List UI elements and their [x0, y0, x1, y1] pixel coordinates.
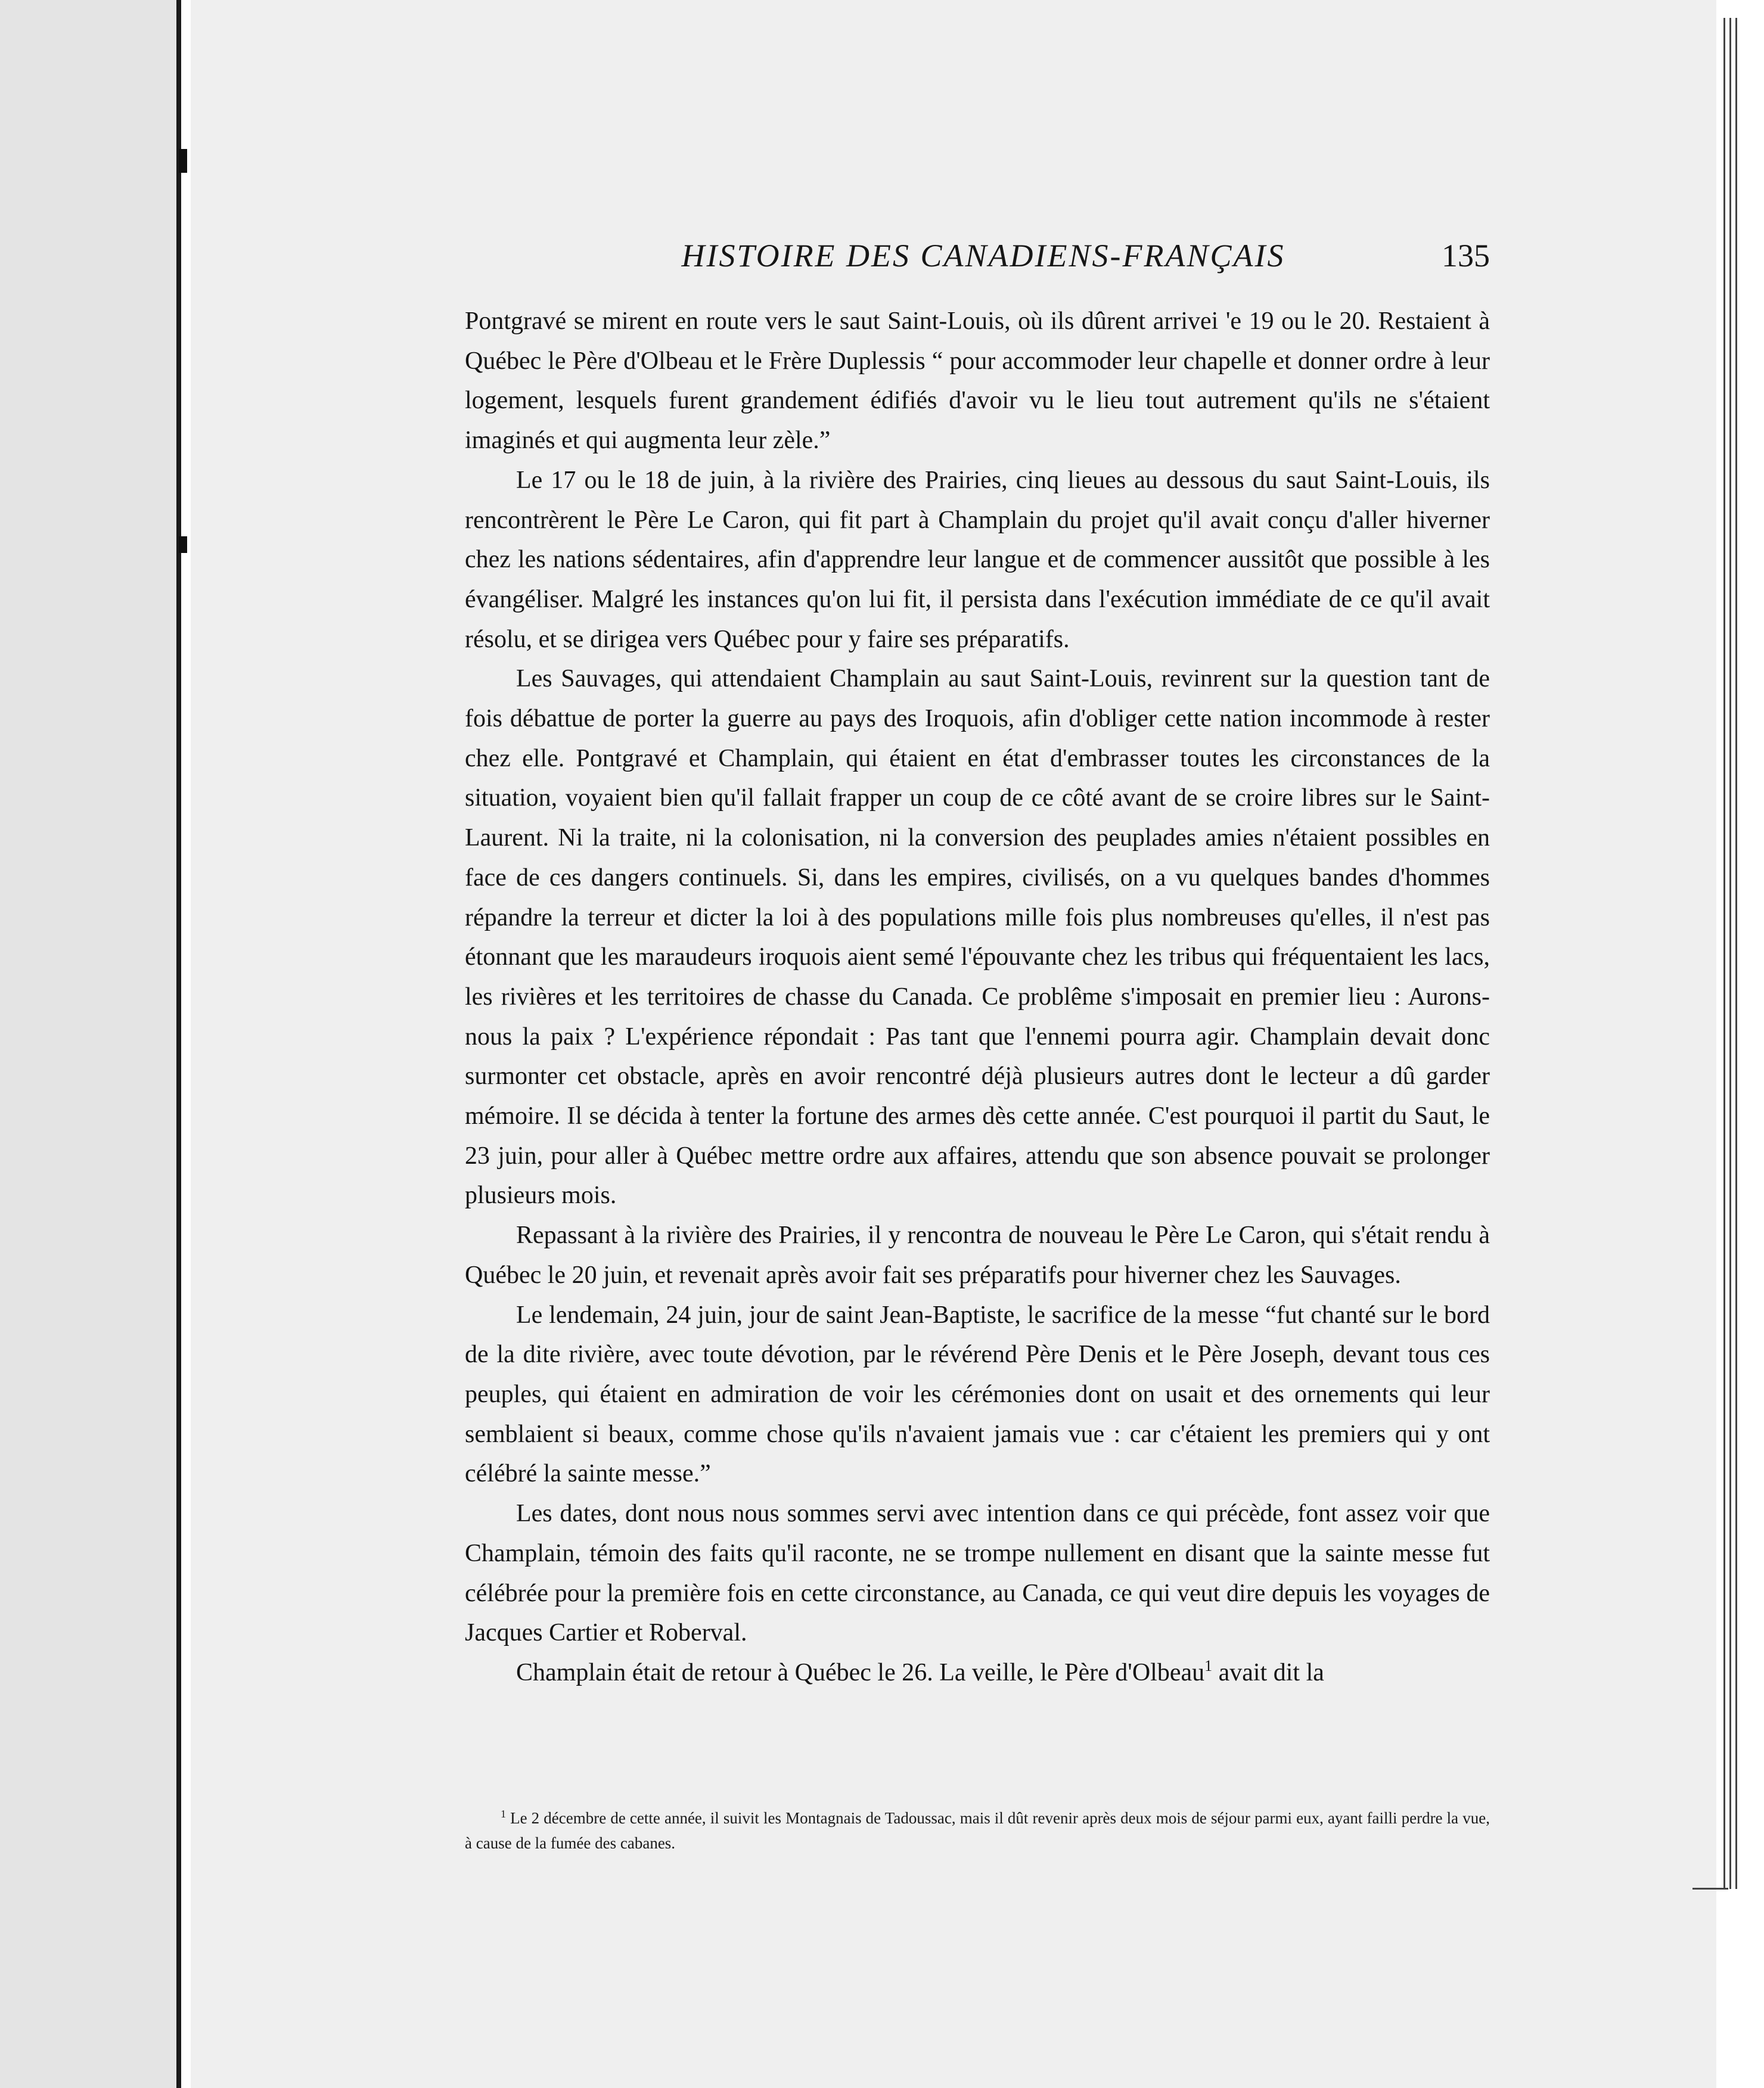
paragraph: Les Sauvages, qui attendaient Champlain au saut Saint-Louis, revinrent sur la question tant de fois débattue de porter la guerre au pays des Iroquois, afin d'obliger cette nation incommode à rester chez elle. Pontgravé et Champlain, qui étaient en état d'embrasser toutes les circonstances de la situation, voyaient bien qu'il fallait frapper un coup de ce côté avant de se croire libres sur le Saint-Laurent. Ni la traite, ni la colonisation, ni la conversion des peuplades amies n'étaient possibles en face de ces dangers continuels. Si, dans les empires, civilisés, on a vu quelques bandes d'hommes répandre la terreur et dicter la loi à des populations mille fois plus nombreuses qu'elles, il n'est pas étonnant que les maraudeurs iroquois aient semé l'épouvante chez les tribus qui fréquentaient les lacs, les rivières et les territoires de chasse du Canada. Ce problême s'imposait en premier lieu : Aurons-nous la paix ? L'expérience répondait : Pas tant que l'ennemi pourra agir. Champlain devait donc surmonter cet obstacle, après en avoir rencontré déjà plusieurs autres dont le lecteur a dû garder mémoire. Il se décida à tenter la fortune des armes dès cette année. C'est pourquoi il partit du Saut, le 23 juin, pour aller à Québec mettre ordre aux affaires, attendu que son absence pouvait se prolonger plusieurs mois.: [465, 665, 1490, 1210]
page-edge-line: [1729, 18, 1731, 1889]
page-edge-foot: [1692, 1888, 1728, 1890]
paragraph: Pontgravé se mirent en route vers le saut Saint-Louis, où ils dûrent arrivei 'e 19 ou le 20. Restaient à Québec le Père d'Olbeau et le Frère Duplessis “ pour accommoder leur chapelle et donner ordre à leur logement, lesquels furent grandement édifiés d'avoir vu le lieu tout autrement qu'ils ne s'étaient imaginés et qui augmenta leur zèle.”: [465, 307, 1490, 455]
paragraph: Le lendemain, 24 juin, jour de saint Jean-Baptiste, le sacrifice de la messe “fut chanté sur le bord de la dite rivière, avec toute dévotion, par le révérend Père Denis et le Père Joseph, devant tous ces peuples, qui étaient en admiration de voir les cérémonies dont on usait et des ornements qui leur semblaient si beaux, comme chose qu'ils n'avaient jamais vue : car c'étaient les premiers qui y ont célébré la sainte messe.”: [465, 1301, 1490, 1488]
page-edge-line: [1723, 18, 1725, 1889]
paragraph: Repassant à la rivière des Prairies, il y rencontra de nouveau le Père Le Caron, qui s'était rendu à Québec le 20 juin, et revenait après avoir fait ses préparatifs pour hiverner chez les Sauvages.: [465, 1222, 1490, 1289]
running-title: HISTOIRE DES CANADIENS-FRANÇAIS: [681, 238, 1285, 274]
footnote-mark: 1: [501, 1808, 506, 1820]
binding-gutter: [176, 0, 181, 2088]
page-edge-line: [1735, 18, 1737, 1889]
footnote: [465, 1806, 1490, 1856]
paragraph-text: Champlain était de retour à Québec le 26. La veille, le Père d'Olbeau: [516, 1658, 1205, 1686]
body-text: [465, 302, 1490, 1693]
paragraph-last: [465, 1653, 1490, 1693]
facing-page-edge: [0, 0, 176, 2088]
paragraph: Les dates, dont nous nous sommes servi avec intention dans ce qui précède, font assez voir que Champlain, témoin des faits qu'il raconte, ne se trompe nullement en disant que la sainte messe fut célébrée pour la première fois en cette circonstance, au Canada, ce qui veut dire depuis les voyages de Jacques Cartier et Roberval.: [465, 1500, 1490, 1647]
footnote-reference[interactable]: 1: [1204, 1657, 1213, 1674]
paragraph-text: avait dit la: [1212, 1658, 1324, 1686]
gutter-mark: [179, 536, 187, 553]
footnote-text: Le 2 décembre de cette année, il suivit les Montagnais de Tadoussac, mais il dût revenir après deux mois de séjour parmi eux, ayant failli perdre la vue, à cause de la fumée des cabanes.: [465, 1809, 1490, 1852]
page-number: 135: [1442, 238, 1490, 274]
paragraph: Le 17 ou le 18 de juin, à la rivière des Prairies, cinq lieues au dessous du saut Saint-Louis, ils rencontrèrent le Père Le Caron, qui fit part à Champlain du projet qu'il avait conçu d'aller hiverner chez les nations sédentaires, afin d'apprendre leur langue et de commencer aussitôt que possible à les évangéliser. Malgré les instances qu'on lui fit, il persista dans l'exécution immédiate de ce qu'il avait résolu, et se dirigea vers Québec pour y faire ses préparatifs.: [465, 466, 1490, 653]
gutter-mark: [179, 149, 187, 173]
